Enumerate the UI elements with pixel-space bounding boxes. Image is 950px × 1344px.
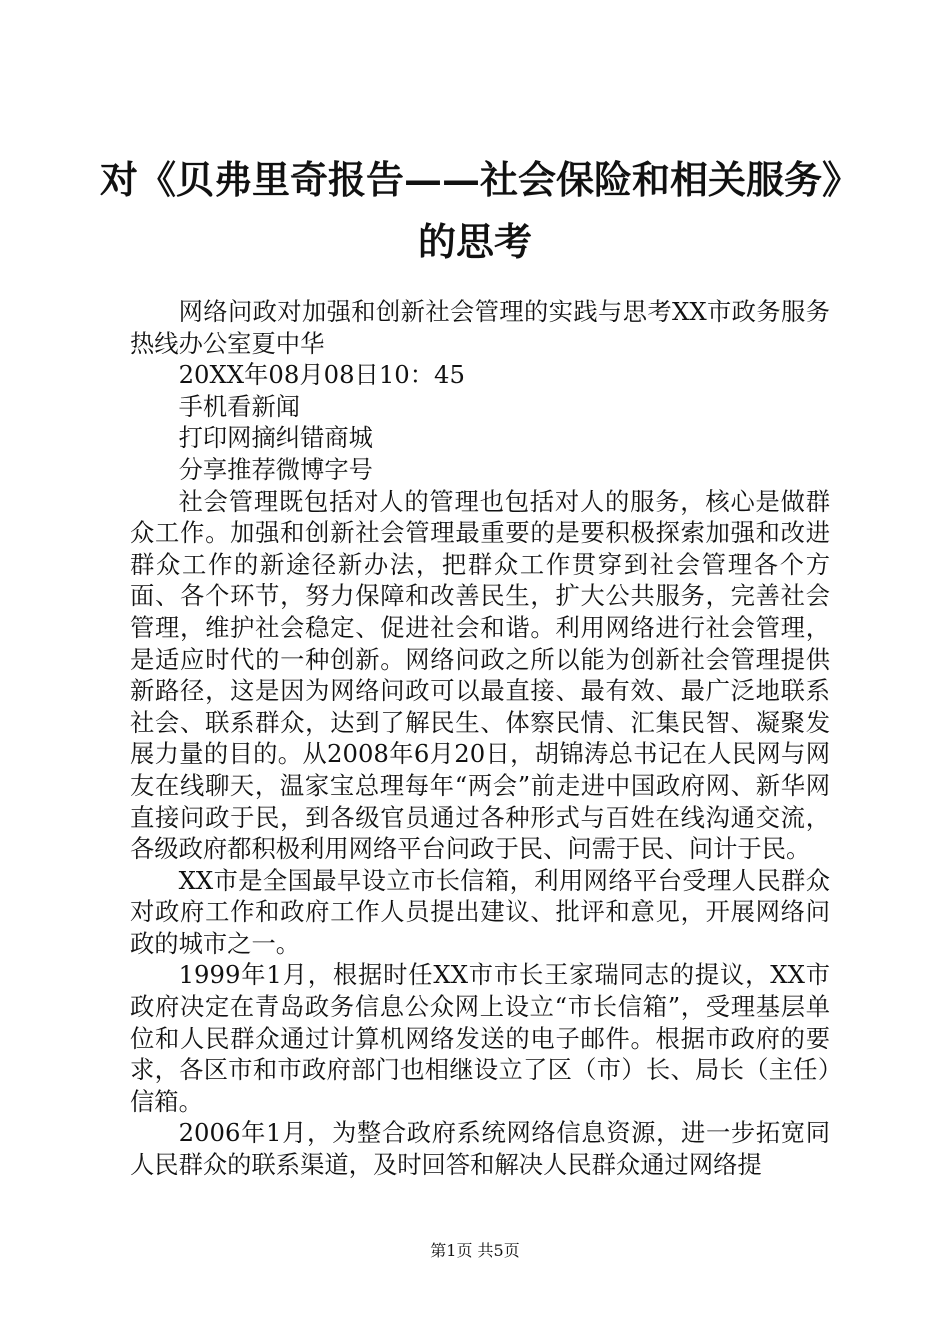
paragraph-intro: 网络问政对加强和创新社会管理的实践与思考XX市政务服务热线办公室夏中华 xyxy=(130,297,830,358)
paragraph-mobile-news: 手机看新闻 xyxy=(178,391,301,421)
document-body xyxy=(130,296,830,1181)
paragraph-share-links: 分享推荐微博字号 xyxy=(178,454,373,484)
document-title-line-2: 的思考 xyxy=(417,219,532,264)
paragraph-date: 20XX年08月08日10：45 xyxy=(178,360,465,390)
paragraph-print-links: 打印网摘纠错商城 xyxy=(178,423,373,453)
paragraph-mayor-mailbox: XX市是全国最早设立市长信箱，利用网络平台受理人民群众对政府工作和政府工作人员提出建议、批评和意见，开展网络问政的城市之一。 xyxy=(130,865,830,958)
paragraph-2006: 2006年1月，为整合政府系统网络信息资源，进一步拓宽同人民群众的联系渠道，及时回答和解决人民群众通过网络提 xyxy=(130,1118,830,1180)
page-footer: 第1页 共5页 xyxy=(430,1241,520,1260)
paragraph-1999: 1999年1月，根据时任XX市市长王家瑞同志的提议，XX市政府决定在青岛政务信息公众网上设立“市长信箱”，受理基层单位和人民群众通过计算机网络发送的电子邮件。根据市政府的要求，各区市和市政府部门也相继设立了区（市）长、局长（主任）信箱。 xyxy=(130,960,830,1116)
document-title-line-1: 对《贝弗里奇报告——社会保险和相关服务》 xyxy=(100,157,861,202)
paragraph-social-management: 社会管理既包括对人的管理也包括对人的服务，核心是做群众工作。加强和创新社会管理最重要的是要积极探索加强和改进群众工作的新途径新办法，把群众工作贯穿到社会管理各个方面、各个环节，努力保障和改善民生，扩大公共服务，完善社会管理，维护社会稳定、促进社会和谐。利用网络进行社会管理，是适应时代的一种创新。网络问政之所以能为创新社会管理提供新路径，这是因为网络问政可以最直接、最有效、最广泛地联系社会、联系群众，达到了解民生、体察民情、汇集民智、凝聚发展力量的目的。从2008年6月20日，胡锦涛总书记在人民网与网友在线聊天，温家宝总理每年“两会”前走进中国政府网、新华网直接问政于民，到各级官员通过各种形式与百姓在线沟通交流，各级政府都积极利用网络平台问政于民、问需于民、问计于民。 xyxy=(130,486,830,864)
